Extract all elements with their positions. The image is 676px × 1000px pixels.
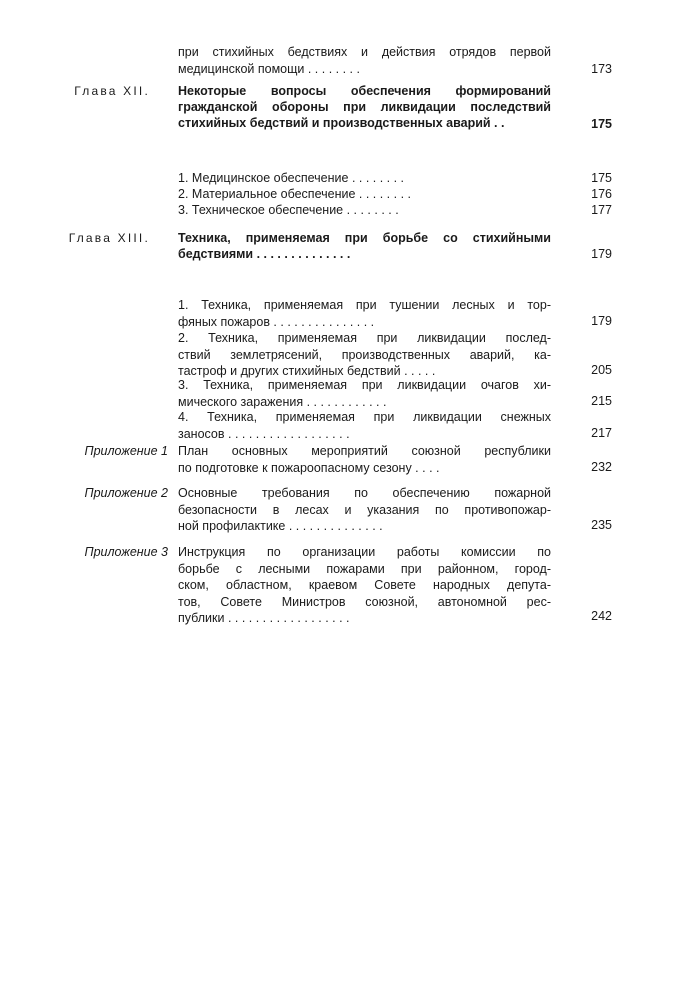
toc-entry-text [178,202,551,219]
toc-line: при стихийных бедствиях и действия отрядов первой [178,45,551,59]
toc-page-number: 215 [591,394,612,408]
toc-page-number: 175 [591,117,612,131]
appendix-label: Приложение 1 [84,444,168,458]
toc-entry-text [178,377,551,410]
toc-page-number: 173 [591,62,612,76]
toc-page-number: 217 [591,426,612,440]
toc-line: 2. Материальное обеспечение . . . . . . . . [178,187,411,201]
toc-line: безопасности в лесах и указания по противопожар- [178,502,551,517]
toc-line: 2. Техника, применяемая при ликвидации послед- [178,331,551,345]
toc-line: медицинской помощи . . . . . . . . [178,61,360,76]
toc-line: тастроф и других стихийных бедствий . . . . . [178,364,436,378]
toc-page-number: 176 [591,187,612,201]
toc-line: Техника, применяемая при борьбе со стихийными [178,231,551,245]
toc-line: Основные требования по обеспечению пожарной [178,486,551,500]
toc-line: Некоторые вопросы обеспечения формирований [178,84,551,98]
toc-entry-text [178,186,551,203]
toc-page-number: 232 [591,460,612,474]
toc-entry-text [178,544,551,627]
toc-line: гражданской обороны при ликвидации последствий [178,100,551,114]
toc-line: 3. Техническое обеспечение . . . . . . . . [178,203,399,217]
chapter-label: Глава XIII. [68,231,150,245]
toc-line: по подготовке к пожароопасному сезону . . . . [178,460,440,475]
toc-page-number: 179 [591,314,612,328]
appendix-label: Приложение 3 [84,545,168,559]
toc-entry-text [178,170,551,187]
toc-entry-text [178,443,551,476]
toc-entry-text [178,44,551,77]
toc-line: Инструкция по организации работы комиссии по [178,545,551,559]
toc-line: бедствиями . . . . . . . . . . . . . . [178,247,351,261]
toc-entry-text [178,409,551,442]
toc-line: ском, областном, краевом Совете народных депута- [178,578,551,592]
toc-line: 1. Медицинское обеспечение . . . . . . . . [178,171,405,185]
toc-line: ствий землетрясений, производственных аварий, ка- [178,347,551,362]
toc-line: фяных пожаров . . . . . . . . . . . . . . . [178,314,375,329]
toc-entry-text [178,330,551,380]
toc-line: мического заражения . . . . . . . . . . . . [178,394,387,409]
toc-page-number: 179 [591,247,612,261]
toc-line: План основных мероприятий союзной республики [178,444,551,458]
toc-page-number: 175 [591,171,612,185]
toc-line: 1. Техника, применяемая при тушении лесных и тор- [178,298,551,312]
toc-line: 4. Техника, применяемая при ликвидации снежных [178,410,551,424]
chapter-title [178,230,551,262]
toc-line: борьбе с лесными пожарами при районном, город- [178,561,551,576]
chapter-label: Глава XII. [74,84,150,98]
toc-line: тов, Совете Министров союзной, автономной рес- [178,594,551,609]
toc-line: заносов . . . . . . . . . . . . . . . . . . [178,426,350,441]
toc-page-number: 205 [591,363,612,377]
toc-line: 3. Техника, применяемая при ликвидации очагов хи- [178,378,551,392]
chapter-title [178,83,551,131]
toc-entry-text [178,297,551,330]
toc-line: стихийных бедствий и производственных аварий . . [178,116,505,130]
toc-entry-text [178,485,551,535]
toc-line: публики . . . . . . . . . . . . . . . . . . [178,611,350,625]
toc-line: ной профилактике . . . . . . . . . . . . . . [178,519,383,533]
toc-page-number: 177 [591,203,612,217]
toc-page-number: 242 [591,609,612,623]
appendix-label: Приложение 2 [84,486,168,500]
toc-page-number: 235 [591,518,612,532]
